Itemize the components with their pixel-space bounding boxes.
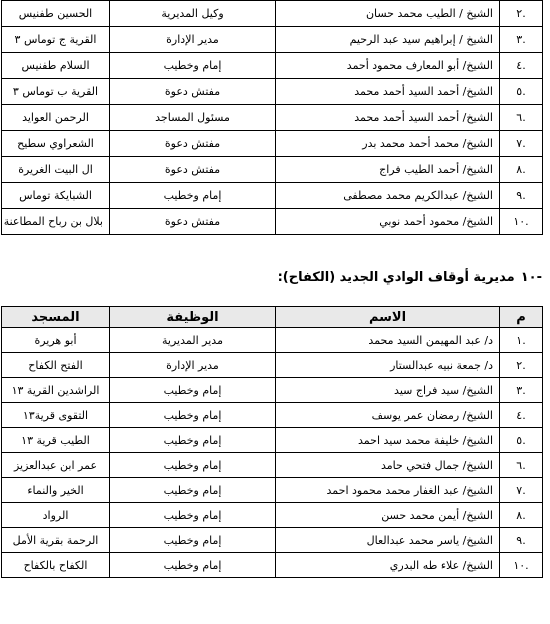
row-name: الشيخ/ محمد أحمد محمد بدر <box>276 131 500 157</box>
row-number: .٩ <box>500 528 543 553</box>
row-number: .١ <box>500 328 543 353</box>
row-job: مدير المديرية <box>110 328 276 353</box>
staff-table-kafah-header <box>2 307 543 328</box>
row-mosque: عمر ابن عبدالعزيز <box>2 453 110 478</box>
staff-table-previous <box>1 0 543 235</box>
row-number: .٢ <box>500 353 543 378</box>
header-row <box>2 307 543 328</box>
row-mosque: الكفاح بالكفاح <box>2 553 110 578</box>
table-row <box>2 528 543 553</box>
staff-table-kafah-body <box>2 328 543 578</box>
row-job: إمام وخطيب <box>110 378 276 403</box>
table-row <box>2 105 543 131</box>
row-name: الشيخ / الطيب محمد حسان <box>276 1 500 27</box>
row-job: إمام وخطيب <box>110 428 276 453</box>
row-number: .٣ <box>500 378 543 403</box>
row-name: الشيخ/ رمضان عمر يوسف <box>276 403 500 428</box>
table-row <box>2 53 543 79</box>
row-mosque: السلام طفنيس <box>2 53 110 79</box>
table-row <box>2 79 543 105</box>
row-mosque: الحسين طفنيس <box>2 1 110 27</box>
row-job: إمام وخطيب <box>110 453 276 478</box>
header-name: الاسم <box>276 307 500 328</box>
row-name: د/ جمعة نبيه عبدالستار <box>276 353 500 378</box>
row-name: الشيخ/ أيمن محمد حسن <box>276 503 500 528</box>
row-mosque: الرحمة بقرية الأمل <box>2 528 110 553</box>
header-number: م <box>500 307 543 328</box>
header-job: الوظيفة <box>110 307 276 328</box>
row-name: الشيخ/ أحمد السيد أحمد محمد <box>276 79 500 105</box>
row-name: الشيخ/ عبد الغفار محمد محمود احمد <box>276 478 500 503</box>
row-number: .٦ <box>500 453 543 478</box>
row-mosque: الخير والنماء <box>2 478 110 503</box>
row-job: إمام وخطيب <box>110 528 276 553</box>
row-mosque: بلال بن رباح المطاعنة <box>2 209 110 235</box>
table-row <box>2 328 543 353</box>
row-name: د/ عبد المهيمن السيد محمد <box>276 328 500 353</box>
row-mosque: الطيب قرية ١٣ <box>2 428 110 453</box>
row-name: الشيخ/ سيد فراج سيد <box>276 378 500 403</box>
row-name: الشيخ/ أبو المعارف محمود أحمد <box>276 53 500 79</box>
row-number: .٨ <box>500 503 543 528</box>
row-job: مسئول المساجد <box>110 105 276 131</box>
row-number: .١٠ <box>500 209 543 235</box>
row-mosque: الراشدين القرية ١٣ <box>2 378 110 403</box>
table-row <box>2 1 543 27</box>
section-title: مديرية أوقاف الوادي الجديد (الكفاح): <box>277 270 515 285</box>
table-row <box>2 378 543 403</box>
row-mosque: أبو هريرة <box>2 328 110 353</box>
row-job: إمام وخطيب <box>110 403 276 428</box>
row-name: الشيخ/ خليفة محمد سيد احمد <box>276 428 500 453</box>
row-name: الشيخ/ عبدالكريم محمد مصطفى <box>276 183 500 209</box>
table-row <box>2 131 543 157</box>
row-job: مفتش دعوة <box>110 209 276 235</box>
row-number: .٤ <box>500 53 543 79</box>
row-job: إمام وخطيب <box>110 478 276 503</box>
row-number: .٨ <box>500 157 543 183</box>
row-name: الشيخ/ علاء طه البدري <box>276 553 500 578</box>
row-mosque: الرواد <box>2 503 110 528</box>
row-number: .٤ <box>500 403 543 428</box>
row-job: مدير الإدارة <box>110 353 276 378</box>
row-job: مدير الإدارة <box>110 27 276 53</box>
row-mosque: الفتح الكفاح <box>2 353 110 378</box>
row-name: الشيخ/ أحمد السيد أحمد محمد <box>276 105 500 131</box>
row-number: .٩ <box>500 183 543 209</box>
row-number: .٢ <box>500 1 543 27</box>
table-row <box>2 428 543 453</box>
row-number: .٧ <box>500 131 543 157</box>
section-heading <box>278 270 542 285</box>
row-mosque: القرية ب توماس ٣ <box>2 79 110 105</box>
row-job: إمام وخطيب <box>110 503 276 528</box>
row-number: .٧ <box>500 478 543 503</box>
row-job: إمام وخطيب <box>110 553 276 578</box>
table-row <box>2 478 543 503</box>
table-row <box>2 503 543 528</box>
table-row <box>2 453 543 478</box>
table-row <box>2 27 543 53</box>
table-row <box>2 183 543 209</box>
row-job: إمام وخطيب <box>110 53 276 79</box>
row-number: .١٠ <box>500 553 543 578</box>
row-job: مفتش دعوة <box>110 79 276 105</box>
staff-table-previous-body <box>2 1 543 235</box>
row-job: إمام وخطيب <box>110 183 276 209</box>
row-number: .٥ <box>500 428 543 453</box>
row-job: مفتش دعوة <box>110 157 276 183</box>
row-name: الشيخ/ ياسر محمد عبدالعال <box>276 528 500 553</box>
row-number: .٥ <box>500 79 543 105</box>
row-name: الشيخ/ أحمد الطيب فراج <box>276 157 500 183</box>
table-row <box>2 403 543 428</box>
row-number: .٦ <box>500 105 543 131</box>
row-job: مفتش دعوة <box>110 131 276 157</box>
row-name: الشيخ/ جمال فتحي حامد <box>276 453 500 478</box>
row-job: وكيل المديرية <box>110 1 276 27</box>
row-mosque: الشعراوي سطيح <box>2 131 110 157</box>
row-name: الشيخ / إبراهيم سيد عبد الرحيم <box>276 27 500 53</box>
table-row <box>2 553 543 578</box>
header-mosque: المسجد <box>2 307 110 328</box>
row-mosque: التقوى قرية١٣ <box>2 403 110 428</box>
row-mosque: ال البيت الغريرة <box>2 157 110 183</box>
row-mosque: القرية ج توماس ٣ <box>2 27 110 53</box>
row-number: .٣ <box>500 27 543 53</box>
table-row <box>2 209 543 235</box>
row-mosque: الشبايكة توماس <box>2 183 110 209</box>
section-number: -١٠ <box>520 270 542 285</box>
table-row <box>2 157 543 183</box>
staff-table-kafah <box>1 306 543 578</box>
table-row <box>2 353 543 378</box>
row-name: الشيخ/ محمود أحمد نوبي <box>276 209 500 235</box>
row-mosque: الرحمن العوايد <box>2 105 110 131</box>
